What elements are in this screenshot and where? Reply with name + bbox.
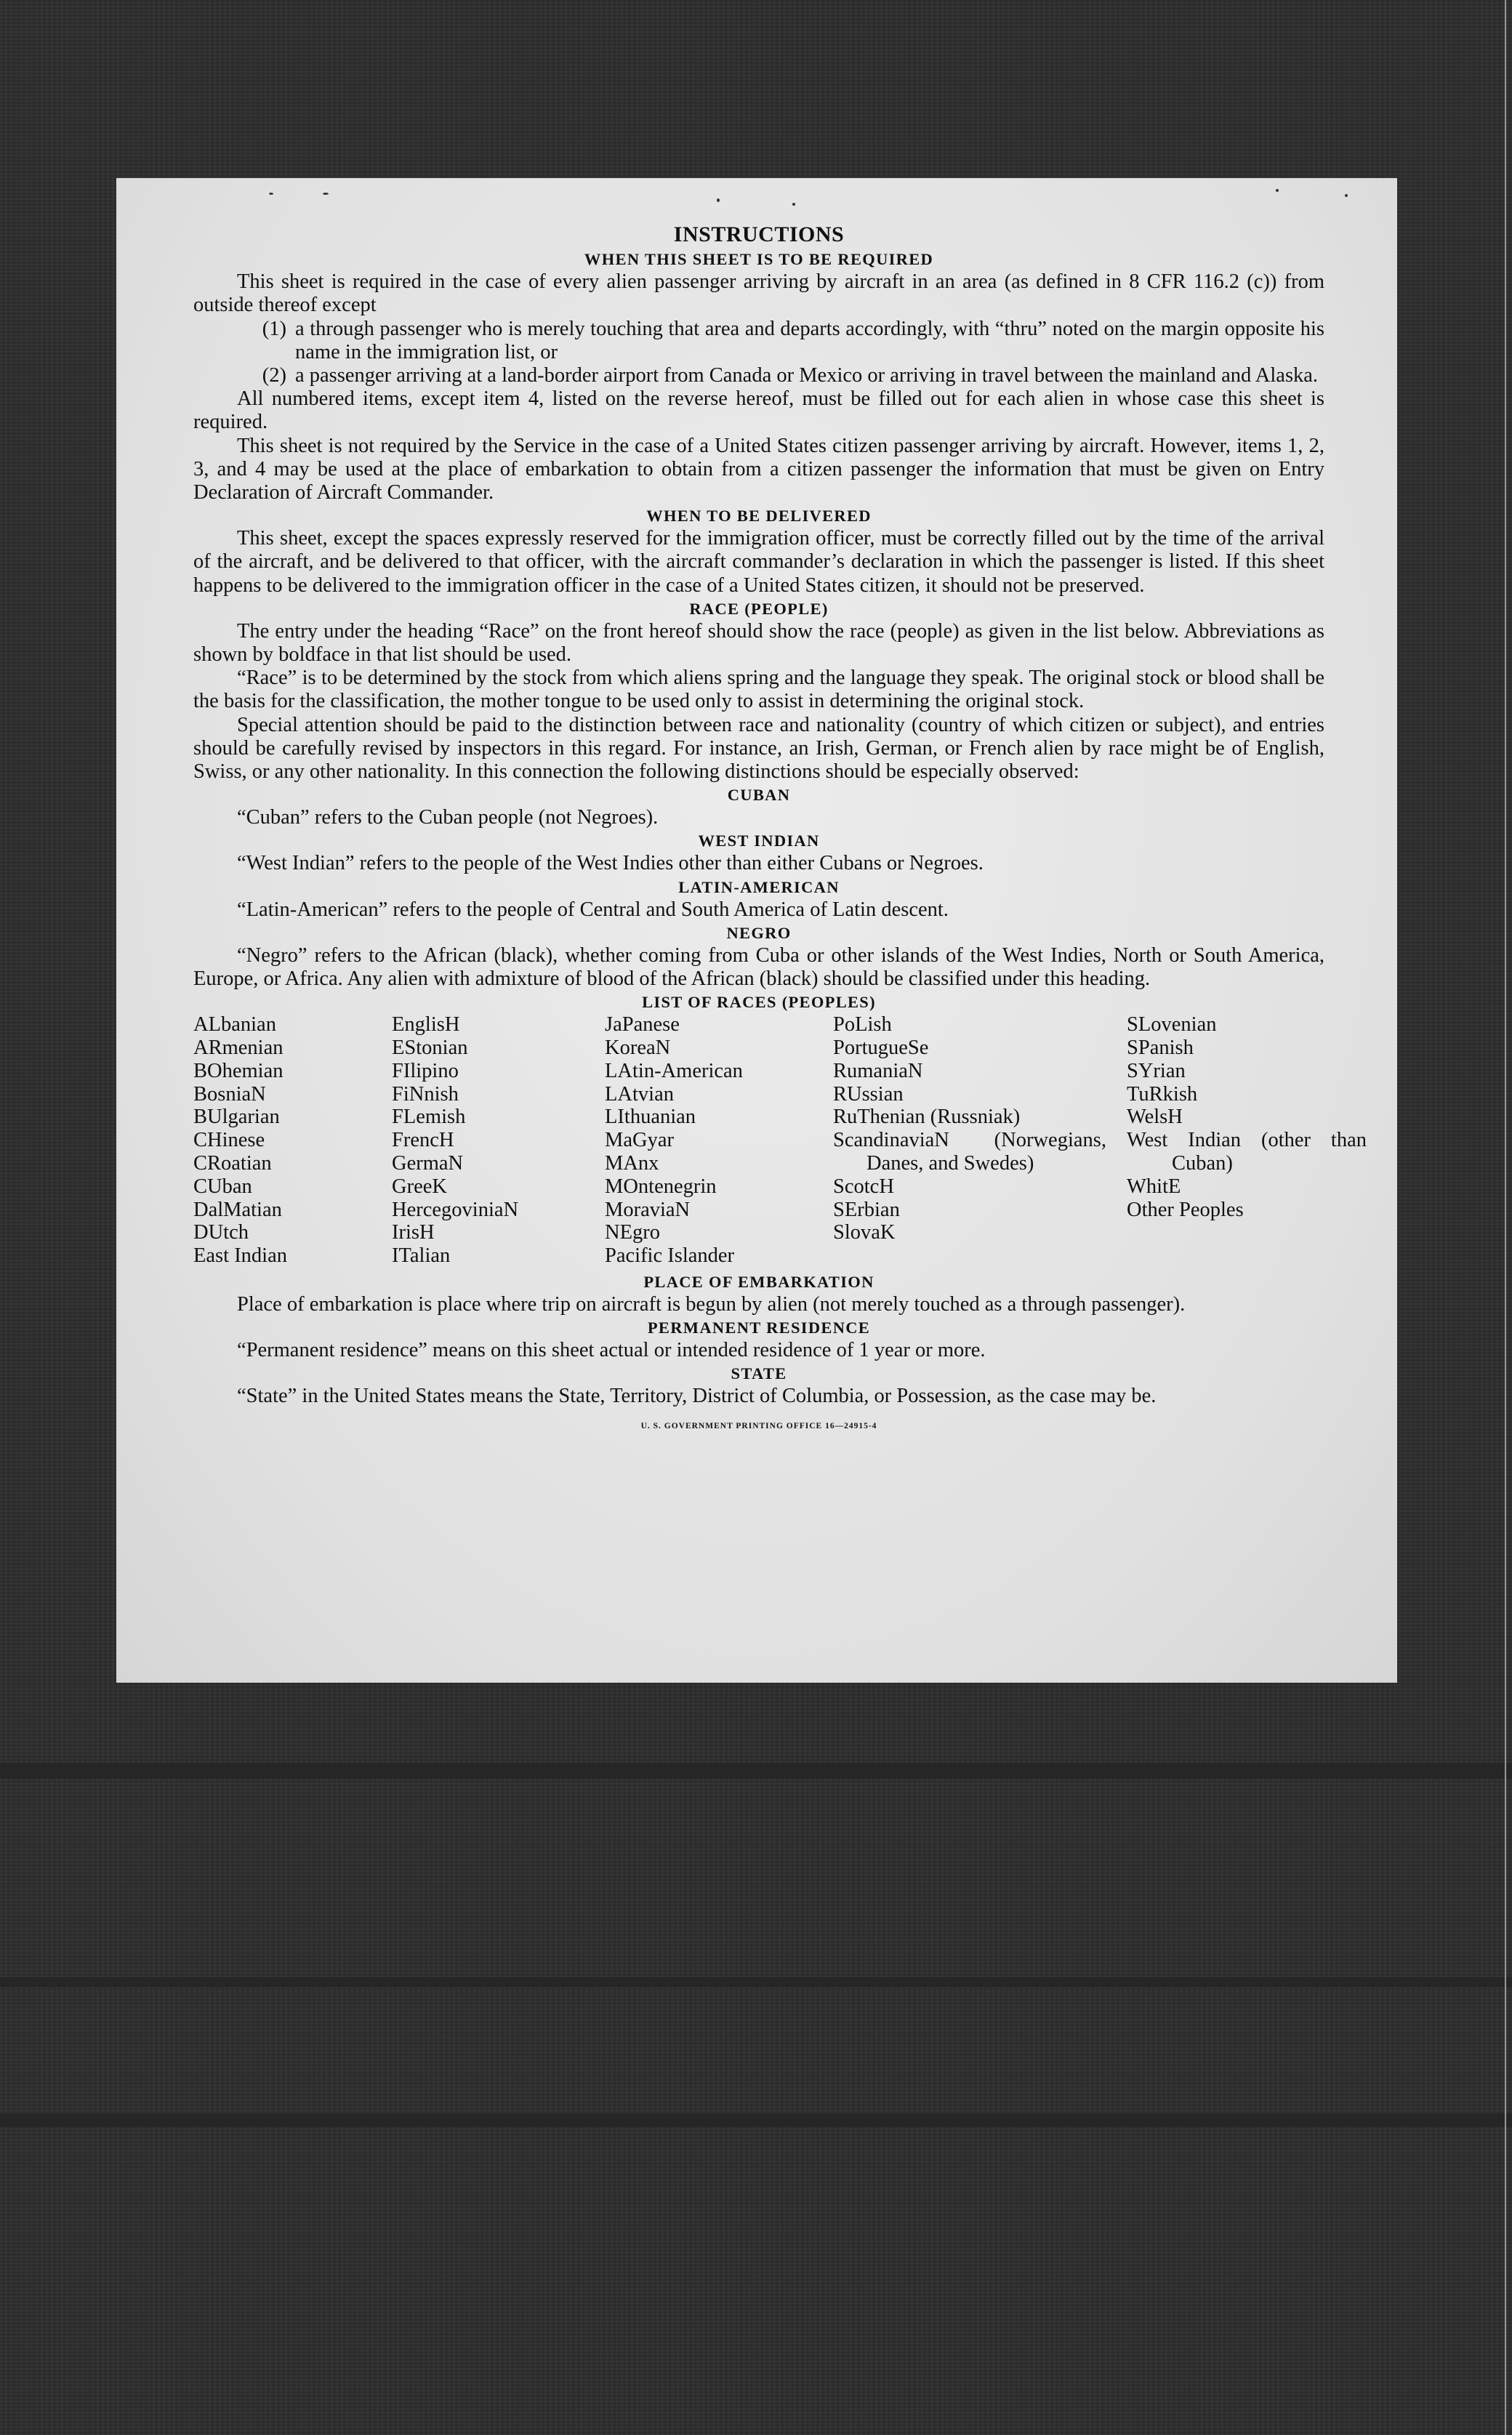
residence-text: “Permanent residence” means on this sheet actual or intended residence of 1 year or more. [237,1339,986,1362]
exception-item-2 [193,364,1324,387]
document-sheet [116,178,1397,1683]
race-entry: LAtvian [605,1082,674,1106]
race-entry: GreeK [392,1175,447,1198]
race-paragraph: The entry under the heading “Race” on the front hereof should show the race (people) as given in the list below. Abbreviations as shown by boldface in that list should be used. [193,619,1324,667]
race-entry: FIlipino [392,1059,459,1082]
required-paragraph: All numbered items, except item 4, listed on the reverse hereof, must be filled out for each alien in whose case this sheet is required. [193,387,1324,434]
race-paragraph: Special attention should be paid to the distinction between race and nationality (country of which citizen or subject), and entries should be carefully revised by inspectors in this regard. For instance, an Irish, German, or French alien by race might be of English, Swiss, or any other nationality. In this connection the following distinctions should be especially observed: [193,713,1324,784]
race-entry: LIthuanian [605,1106,696,1129]
race-entry: LAtin-American [605,1059,743,1082]
race-entry: BUlgarian [193,1106,280,1129]
race-entry: MoraviaN [605,1198,691,1221]
race-entry: ARmenian [193,1037,284,1060]
delivered-paragraph: This sheet, except the spaces expressly reserved for the immigration officer, must be correctly filled out by the time of the arrival of the aircraft, and be delivered to that officer, with the aircraft commander’s declaration in which the passenger is listed. If this sheet happens to be delivered to the immigration officer in the case of a United States citizen, it should not be preserved. [193,527,1324,597]
race-entry: WhitE [1127,1175,1181,1198]
west-indian-text: “West Indian” refers to the people of the West Indies other than either Cubans or Negroes. [237,852,984,875]
embarkation-text: Place of embarkation is place where trip on aircraft is begun by alien (not merely touched as a through passenger). [237,1293,1186,1316]
negro-text: “Negro” refers to the African (black), whether coming from Cuba or other islands of the West Indies, North or South America, Europe, or Africa. Any alien with admixture of blood of the African (black) should be classified under this heading. [193,943,1324,991]
races-column [833,1013,1127,1268]
race-entry: BOhemian [193,1059,284,1082]
race-entry: HercegoviniaN [392,1198,519,1221]
section-heading-latin-american: LATIN-AMERICAN [678,877,840,896]
race-entry: RumaniaN [833,1059,923,1082]
scan-speck [1345,194,1348,197]
scan-speck [717,198,720,202]
race-entry: Pacific Islander [605,1244,735,1268]
race-entry: CHinese [193,1129,265,1152]
section-heading-residence: PERMANENT RESIDENCE [647,1319,871,1337]
section-heading-west-indian: WEST INDIAN [698,832,820,850]
section-heading-race: RACE (PEOPLE) [689,599,829,618]
race-entry: SLovenian [1127,1013,1217,1037]
scan-speck [792,203,795,206]
race-entry: MaGyar [605,1129,674,1152]
race-entry: PoLish [833,1013,892,1037]
section-heading-negro: NEGRO [726,923,792,942]
race-entry: SlovaK [833,1221,896,1244]
race-entry: Other Peoples [1127,1198,1244,1221]
race-entry: ScandinaviaN (Norwegians, Danes, and Swedes) [833,1129,1106,1175]
races-column [193,1013,392,1268]
race-entry: RuThenian (Russniak) [833,1106,1021,1129]
scan-speck [323,193,329,195]
section-heading-races: LIST OF RACES (PEOPLES) [642,993,876,1012]
race-entry: DUtch [193,1221,249,1244]
race-entry: FrencH [392,1129,454,1152]
races-list [193,1013,1367,1268]
race-entry: ScotcH [833,1175,894,1198]
race-entry: RUssian [833,1082,904,1106]
race-entry: NEgro [605,1221,660,1244]
section-heading-required: WHEN THIS SHEET IS TO BE REQUIRED [584,250,934,269]
required-intro: This sheet is required in the case of every alien passenger arriving by aircraft in an area (as defined in 8 CFR 116.2 (c)) from outside thereof except [193,270,1324,317]
scan-dark-band [0,1977,1512,1987]
page-title: INSTRUCTIONS [673,222,845,246]
scan-dark-band [0,1763,1512,1779]
section-heading-embarkation: PLACE OF EMBARKATION [643,1273,874,1292]
race-entry: MOntenegrin [605,1175,717,1198]
race-entry: EStonian [392,1037,468,1060]
race-paragraph: “Race” is to be determined by the stock from which aliens spring and the language they speak. The original stock or blood shall be the basis for the classification, the mother tongue to be used only to assist in determining the original stock. [193,667,1324,713]
race-entry: ITalian [392,1244,451,1268]
race-entry: CUban [193,1175,252,1198]
race-entry: SPanish [1127,1037,1194,1060]
race-entry: ALbanian [193,1013,276,1037]
race-entry: FLemish [392,1106,466,1129]
races-column [392,1013,605,1268]
race-entry: SErbian [833,1198,900,1221]
race-entry: TuRkish [1127,1082,1198,1106]
race-entry: WelsH [1127,1106,1183,1129]
race-entry: East Indian [193,1244,288,1268]
race-entry: BosniaN [193,1082,266,1106]
races-column [605,1013,833,1268]
scan-edge-line [1505,0,1506,2435]
item-text: a passenger arriving at a land-border airport from Canada or Mexico or arriving in travel between the mainland and Alaska. [295,364,1319,387]
race-entry: West Indian (other than Cuban) [1127,1129,1367,1175]
section-heading-state: STATE [731,1364,787,1383]
race-entry: JaPanese [605,1013,680,1037]
cuban-text: “Cuban” refers to the Cuban people (not Negroes). [237,806,659,829]
race-entry: KoreaN [605,1037,671,1060]
race-entry: FiNnish [392,1082,459,1106]
exception-item-1 [193,318,1324,364]
race-entry: EnglisH [392,1013,460,1037]
race-entry: CRoatian [193,1152,272,1175]
race-entry: MAnx [605,1152,659,1175]
required-paragraph: This sheet is not required by the Service in the case of a United States citizen passenger arriving by aircraft. However, items 1, 2, 3, and 4 may be used at the place of embarkation to obtain from a citizen passenger the information that must be given on Entry Declaration of Aircraft Commander. [193,434,1324,504]
race-entry: PortugueSe [833,1037,929,1060]
item-number: (1) [262,317,286,340]
scan-dark-band [0,2114,1512,2127]
section-heading-cuban: CUBAN [727,786,791,805]
state-text: “State” in the United States means the State, Territory, District of Columbia, or Possession, as the case may be. [237,1385,1157,1408]
race-entry: DalMatian [193,1198,282,1221]
race-entry: GermaN [392,1152,464,1175]
scan-speck [269,193,273,195]
item-number: (2) [262,364,286,387]
latin-american-text: “Latin-American” refers to the people of Central and South America of Latin descent. [237,898,949,921]
scan-speck [1276,189,1279,192]
race-entry: IrisH [392,1221,435,1244]
section-heading-delivered: WHEN TO BE DELIVERED [646,507,872,526]
item-text: a through passenger who is merely touching that area and departs accordingly, with “thru” noted on the margin opposite his name in the immigration list, or [295,317,1324,363]
printer-imprint: U. S. GOVERNMENT PRINTING OFFICE 16—24915-4 [640,1421,877,1430]
race-entry: SYrian [1127,1059,1186,1082]
races-column [1127,1013,1367,1268]
